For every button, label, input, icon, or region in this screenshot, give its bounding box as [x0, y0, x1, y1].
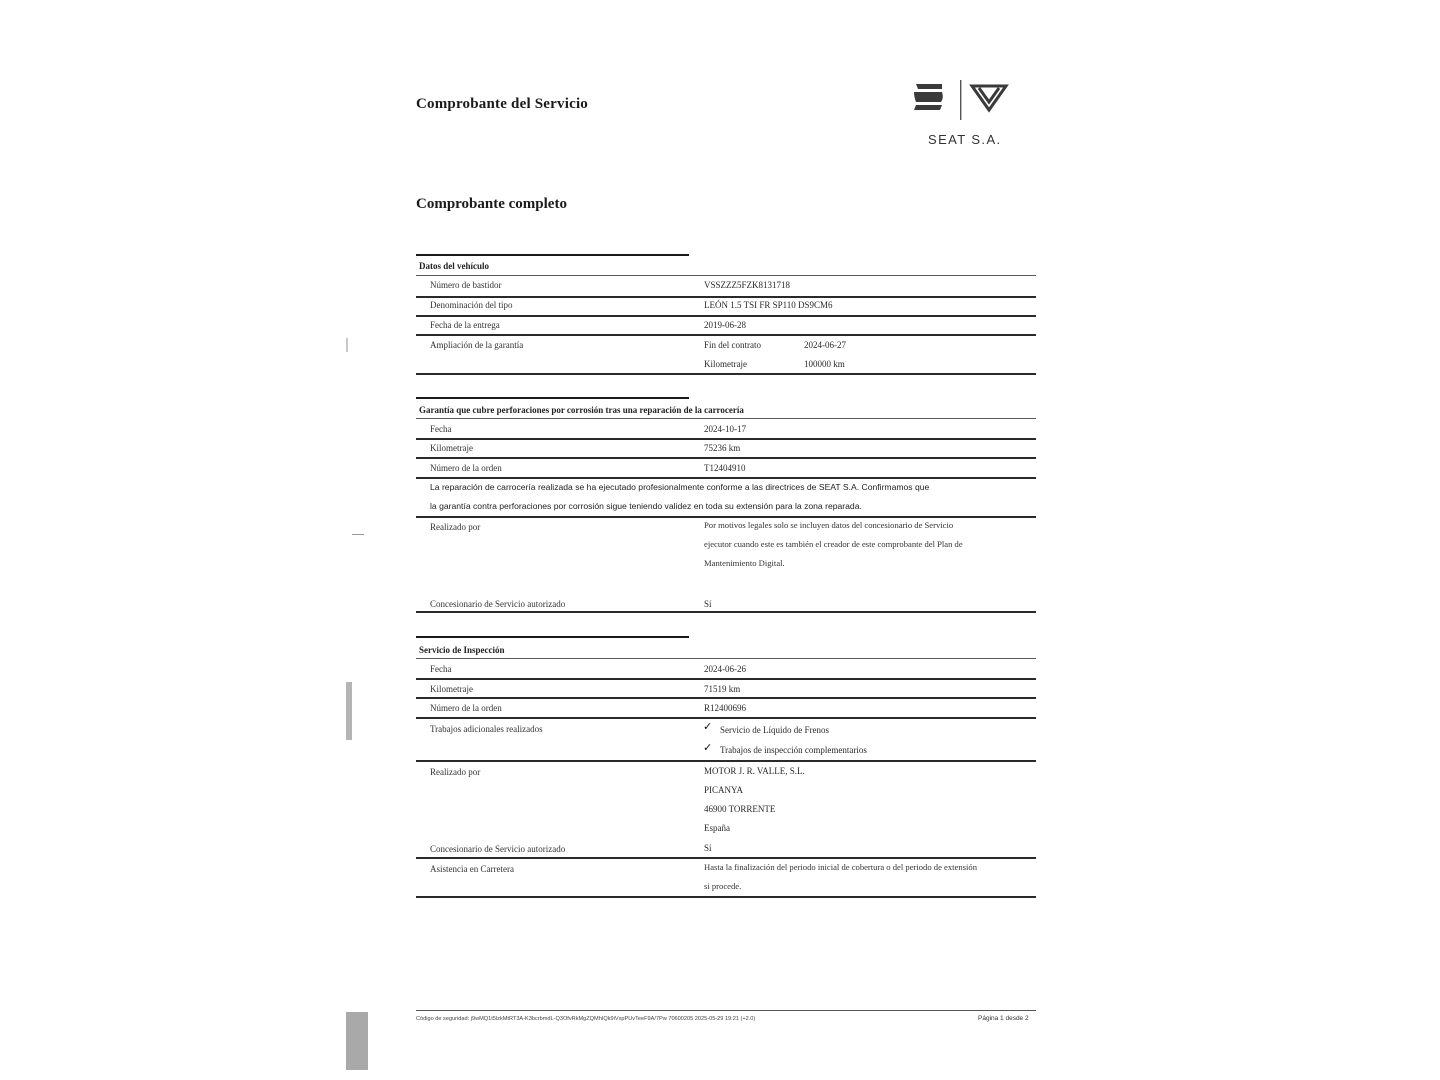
dealer-country: España [704, 823, 730, 833]
roadside-line-2: si procede. [704, 881, 742, 891]
section-bar [416, 254, 689, 256]
seat-s-icon [914, 84, 943, 110]
performed-by-line-2: ejecutor cuando este es también el creador de este comprobante del Plan de [704, 539, 963, 549]
inspection-km-value: 71519 km [704, 684, 741, 694]
section-title-vehicle: Datos del vehículo [419, 261, 490, 271]
model-value: LEÓN 1.5 TSI FR SP110 DS9CM6 [704, 300, 833, 310]
table-rule [416, 315, 1036, 317]
corrosion-date-label: Fecha [430, 424, 452, 434]
section-title-corrosion: Garantía que cubre perforaciones por corrosión tras una reparación de la carrocería [419, 405, 744, 415]
table-rule [416, 275, 1036, 276]
warranty-km-label: Kilometraje [704, 359, 747, 369]
corrosion-performed-by-text [704, 516, 1034, 573]
document-title: Comprobante del Servicio [416, 96, 589, 112]
extra-work-item: Servicio de Líquido de Frenos [720, 725, 829, 735]
inspection-order-label: Número de la orden [430, 703, 502, 713]
vin-label: Número de bastidor [430, 280, 502, 290]
performed-by-line-1: Por motivos legales solo se incluyen datos del concesionario de Servicio [704, 520, 954, 530]
table-rule [416, 678, 1036, 680]
table-rule [416, 457, 1036, 459]
table-rule [416, 334, 1036, 336]
inspection-authorized-value: Sí [704, 843, 712, 853]
company-name: SEAT S.A. [928, 132, 1002, 147]
table-rule [416, 438, 1036, 440]
contract-end-label: Fin del contrato [704, 340, 761, 350]
delivery-date-label: Fecha de la entrega [430, 320, 500, 330]
inspection-order-value: R12400696 [704, 703, 747, 713]
table-rule [416, 296, 1036, 298]
inspection-performed-by-label: Realizado por [430, 767, 481, 777]
corrosion-date-value: 2024-10-17 [704, 424, 746, 434]
cupra-icon [972, 86, 1006, 110]
dealer-name: MOTOR J. R. VALLE, S.L. [704, 766, 805, 776]
table-rule [416, 418, 1036, 419]
roadside-line-1: Hasta la finalización del periodo inicial de cobertura o del periodo de extensión [704, 862, 977, 872]
scan-artifact [346, 682, 352, 740]
corrosion-km-label: Kilometraje [430, 443, 473, 453]
corrosion-statement [430, 478, 1030, 516]
corrosion-authorized-value: Sí [704, 599, 712, 609]
corrosion-km-value: 75236 km [704, 443, 741, 453]
checkmark-icon: ✓ [703, 721, 713, 733]
corrosion-performed-by-label: Realizado por [430, 522, 481, 532]
inspection-authorized-label: Concesionario de Servicio autorizado [430, 844, 566, 854]
contract-end-value: 2024-06-27 [804, 340, 846, 350]
dealer-street: PICANYA [704, 785, 744, 795]
performed-by-line-3: Mantenimiento Digital. [704, 558, 785, 568]
warranty-extension-label: Ampliación de la garantía [430, 340, 524, 350]
inspection-date-value: 2024-06-26 [704, 664, 746, 674]
corrosion-statement-line-1: La reparación de carrocería realizada se ha ejecutado profesionalmente conforme a las directrices de SEAT S.A. Confirmamos que [430, 482, 930, 492]
table-rule [416, 717, 1036, 719]
logo-divider [960, 80, 961, 120]
dealer-city: 46900 TORRENTE [704, 804, 776, 814]
corrosion-order-label: Número de la orden [430, 463, 502, 473]
checkmark-icon: ✓ [703, 742, 713, 754]
table-rule [416, 373, 1036, 375]
document-subtitle: Comprobante completo [416, 196, 567, 212]
table-rule [416, 896, 1036, 898]
roadside-label: Asistencia en Carretera [430, 864, 514, 874]
inspection-km-label: Kilometraje [430, 684, 473, 694]
corrosion-order-value: T12404910 [704, 463, 746, 473]
scan-artifact [346, 338, 348, 352]
corrosion-authorized-label: Concesionario de Servicio autorizado [430, 599, 566, 609]
delivery-date-value: 2019-06-28 [704, 320, 746, 330]
vin-value: VSSZZZ5FZK8131718 [704, 280, 791, 290]
inspection-date-label: Fecha [430, 664, 452, 674]
section-bar [416, 397, 689, 399]
corrosion-statement-line-2: la garantía contra perforaciones por corrosión sigue teniendo validez en toda su extensión para la zona reparada. [430, 501, 862, 511]
model-label: Denominación del tipo [430, 300, 513, 310]
table-rule [416, 697, 1036, 699]
footer-rule [416, 1010, 1036, 1011]
warranty-km-value: 100000 km [804, 359, 845, 369]
security-code: Código de seguridad: j9wMQ1t5lzkMtRT3A-K3bcrbmdL-Q3OfvRkMgZQMhIQk9iVxpPUvTeeF9A/7Pw 70600205 2025-05-29 19:21 (+2.0) [416, 1016, 756, 1022]
extra-work-item: Trabajos de inspección complementarios [720, 745, 867, 755]
extra-work-label: Trabajos adicionales realizados [430, 724, 543, 734]
roadside-text [704, 858, 1034, 896]
table-rule [416, 760, 1036, 762]
scan-artifact [346, 1012, 368, 1070]
section-title-inspection: Servicio de Inspección [419, 645, 505, 655]
table-rule [416, 611, 1036, 613]
section-bar [416, 636, 689, 638]
page-number: Página 1 desde 2 [978, 1015, 1029, 1022]
table-rule [416, 658, 1036, 659]
scan-artifact [352, 534, 364, 535]
